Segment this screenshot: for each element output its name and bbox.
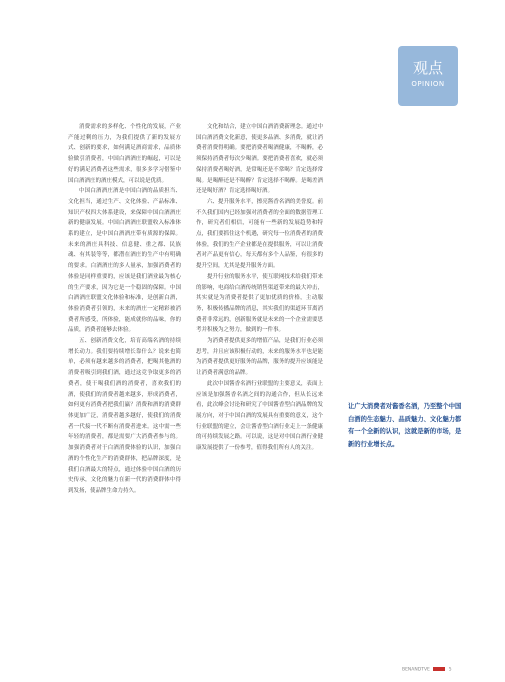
- article-column-right: [196, 122, 323, 454]
- page-number: 5: [448, 667, 452, 673]
- opinion-badge: [398, 46, 458, 106]
- paragraph: 为消费者提供更多的增值产品，是我们行业必须思考，并且应该积极行动的，未来的服务水平也是能为消费者提供更好服务的品牌，服务的提升应该能是让消费者满意的品牌。: [196, 338, 323, 377]
- paragraph: 此次中国酱香名酒行业联盟的主要意义，表面上应该是加强酱香名酒之间的沟通合作，但从长远来看，此次峰会讨论和研究了中国酱香型白酒品牌的发展方向，对于中国白酒的发展具有重要的意义，这个行业联盟的建立，会让酱香型白酒行业走上一条健康的可持续发展之路。可以说，这是对中国白酒行业健康发展提供了一份参考，值得我们所有人的关注。: [196, 380, 323, 452]
- paragraph: 文化和结合，建立中国白酒消费新理念。通过中国白酒消费文化新意，使更多品酒、多消费，就让消费者消费得明确。要把消费者喝酒健康，不喝醉，必须保持消费者每次少喝酒。要把消费者喜欢，就必须保持消费者喝好酒，是常喝还是不常喝？肯定选择常喝。是喝醉还是不喝醉？肯定选择不喝醉。是喝差酒还是喝好酒？肯定选择喝好酒。: [196, 124, 323, 195]
- paragraph: 五、创新消费文化，培育高端名酒的持续增长动力。我们要持续增长靠什么？说来也简单，必须有越来越多的消费者，把喝其他酒的消费者吸引到我们酒，通过这竞争取更多的消费者，使干喝我们酒的消费者，喜欢我们的酒，使我们的消费者越来越多，形成消费者，如何更有消费者把我们赢？消费和酒的消费群体更加广泛，消费者越多越好，使我们的消费者一代接一代不断有消费者进来。这中需一些年轻的消费者，都是需要广大消费者参与的。加强消费者对于白酒消费体验的认识，加强白酒的个性化生产的消费群体，把品牌深度，是我们白酒最大的特点，通过体验中国白酒的历史传承，文化的魅力在新一代的消费群体中得到发扬，使品牌生命力持久。: [68, 338, 181, 494]
- publication-name: BENANDTVE: [402, 667, 430, 673]
- footer-marker: [433, 667, 445, 671]
- badge-title: 观点: [412, 59, 443, 77]
- page-footer: [402, 667, 452, 673]
- pull-quote: 让广大消费者对酱香名酒，乃至整个中国白酒的生态魅力、品质魅力、文化魅力都有一个全新的认识，这就是新的市场，是新的行业增长点。: [348, 403, 462, 448]
- article-column-left: [68, 122, 181, 497]
- badge-subtitle: OPINION: [411, 80, 445, 88]
- paragraph: 消费需求的多样化、个性化的发展，产业产能过剩的压力，为我们提供了新的发展方式、创新的要求，如何满足酒商需求，品质体验做引消费者，中国白酒酒庄的崛起，可以是好的满足消费者这些需求，很多多学习借鉴中国白酒酒庄的酒庄模式，可以说是优质。: [68, 124, 181, 184]
- paragraph: 提升行业的服务水平，使互联网技术给我们带来的影响，电商给白酒传统销售渠道带来的最大冲击，其实就是为消费者提供了更加优质的价格，主动服务，积极传播品牌的消息，其实我们的渠道环节离消费者非常远的，创新服务就是未来的一个企业需要思考并积极为之努力，做到的一件事。: [196, 273, 323, 334]
- paragraph: 六、提升服务水平，擦亮酱香名酒的美誉度。前不久我们国内已经加强对消费者的全面的数据管理工作，研究者们相信，可能有一些新的发展趋势和特点，我们要抓住这个机遇，研究每一位消费者的消费体验，我们的生产企业都是在提供服务，可以让消费者对产品更有信心，每天都有多个人品鉴，有很多的提升空间，尤其是提升服务方面。: [196, 198, 323, 270]
- paragraph: 中国白酒酒庄酒是中国白酒的品质担当、文化担当，通过生产、文化体验、产品标准、知识产权四大体系建设，来保障中国白酒酒庄新的健康发展。中国白酒酒庄联盟收入标准体系的建立，是中国白酒酒庄带有质源的保障。未来的酒庄具科技、信息健、重之都、民族魂、有其装等等，都潜在酒庄的生产中有明确的要求。白酒酒庄的多人量承，加强消费者的体验是同样重要的，应该是我们酒业最为核心的生产要求，因为它是一个稳固的保障。中国白酒酒庄联盟文化体验和标准，是创新白酒，体验消费者引领的，未来的酒庄一定精彩被消费者所感受，所体验，能成就你的品味，你的品质，消费者能够去体验。: [68, 188, 181, 334]
